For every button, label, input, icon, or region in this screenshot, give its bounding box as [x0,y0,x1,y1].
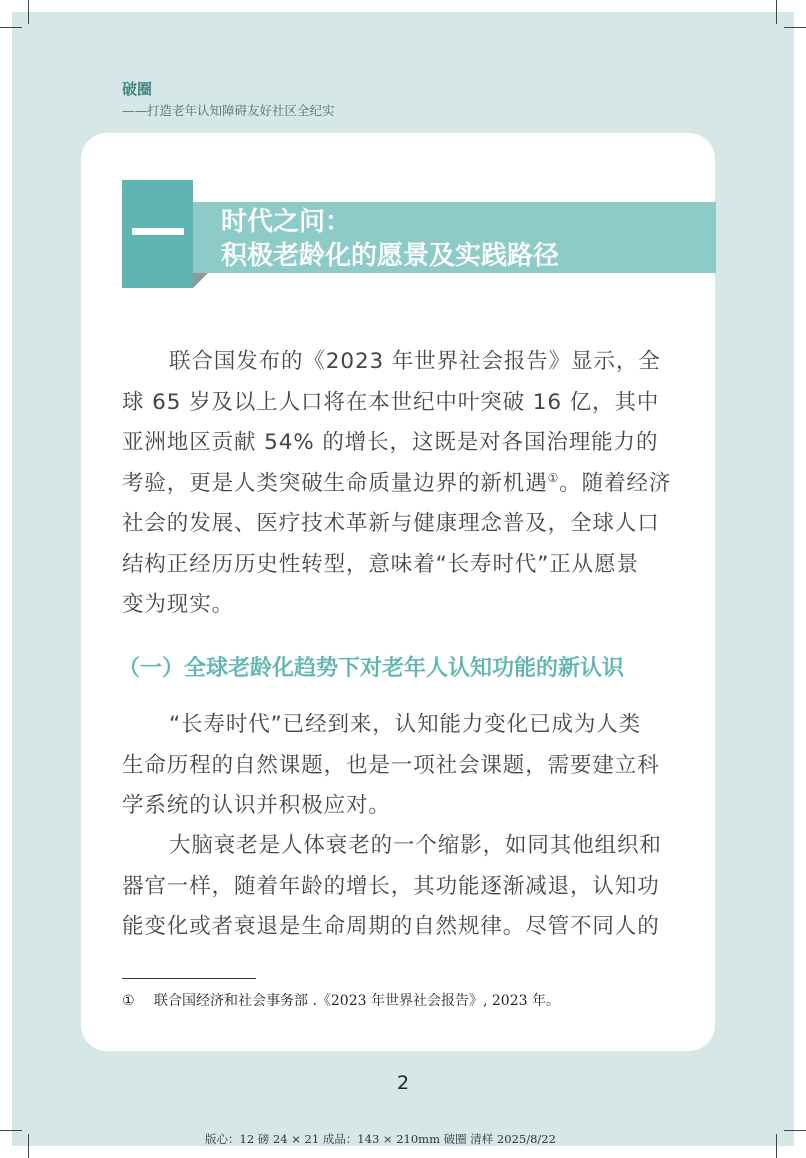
footnote-divider [122,978,256,979]
footnote-text: 联合国经济和社会事务部 .《2023 年世界社会报告》, 2023 年。 [154,993,560,1009]
paragraph-2 [122,705,674,827]
paragraph-1-line-3: 亚洲地区贡献 54% 的增长，这既是对各国治理能力的 [122,430,659,455]
paragraph-1-line-5: 社会的发展、医疗技术革新与健康理念普及，全球人口 [122,511,660,536]
section-title-line-2: 积极老龄化的愿景及实践路径 [221,241,560,271]
paragraph-1-line-6: 结构正经历历史性转型，意味着“长寿时代”正从愿景 [122,551,639,577]
crop-mark-top-right-v [776,0,777,24]
section-title [221,205,559,273]
paragraph-3-line-1: 大脑衰老是人体衰老的一个缩影，如同其他组织和 [169,833,662,858]
paragraph-2-line-3: 学系统的认识并积极应对。 [122,793,391,818]
crop-mark-left-h [0,27,22,28]
footnote-reference[interactable]: ① [547,470,560,485]
running-header-title: 破圈 [122,80,153,98]
paragraph-1 [122,342,674,626]
paragraph-3-line-2: 器官一样，随着年龄的增长，其功能逐渐减退，认知功 [122,873,660,899]
footnote-mark: ① [122,993,135,1009]
crop-mark-top-left-v [28,0,29,24]
section-title-line-1: 时代之问： [221,207,352,237]
paragraph-2-line-2: 生命历程的自然课题，也是一项社会课题，需要建立科 [122,752,660,778]
crop-mark-right-h [784,27,806,28]
crop-mark-bottom-left-v [28,1134,29,1158]
footnote [122,990,560,1010]
running-header-subtitle: ——打造老年认知障碍友好社区全纪实 [122,103,335,118]
paragraph-1-line-2: 球 65 岁及以上人口将在本世纪中叶突破 16 亿，其中 [122,389,660,415]
paragraph-2-line-1: “长寿时代”已经到来，认知能力变化已成为人类 [169,712,642,737]
paragraph-1-line-4-b: 。随着经济 [559,470,672,496]
paragraph-3-line-3: 能变化或者衰退是生命周期的自然规律。尽管不同人的 [122,914,660,939]
paragraph-3 [122,826,674,948]
paragraph-1-line-4-a: 考验，更是人类突破生命质量边界的新机遇 [122,470,548,496]
subsection-heading: （一）全球老龄化趋势下对老年人认知功能的新认识 [118,656,625,681]
page-number: 2 [396,1072,410,1094]
print-slug-info: 版心：12 磅 24 × 21 成品：143 × 210mm 破圈 清样 2025/8/22 [205,1132,556,1146]
section-number-glyph [132,228,184,235]
crop-mark-bottom-left-h [0,1130,22,1131]
section-number-fold [193,273,208,288]
paragraph-1-line-1: 联合国发布的《2023 年世界社会报告》显示，全 [169,349,661,374]
crop-mark-bottom-right-v [776,1134,777,1158]
paragraph-1-line-7: 变为现实。 [122,592,235,617]
paragraph-1-line-4 [122,464,674,505]
crop-mark-bottom-right-h [784,1130,806,1131]
